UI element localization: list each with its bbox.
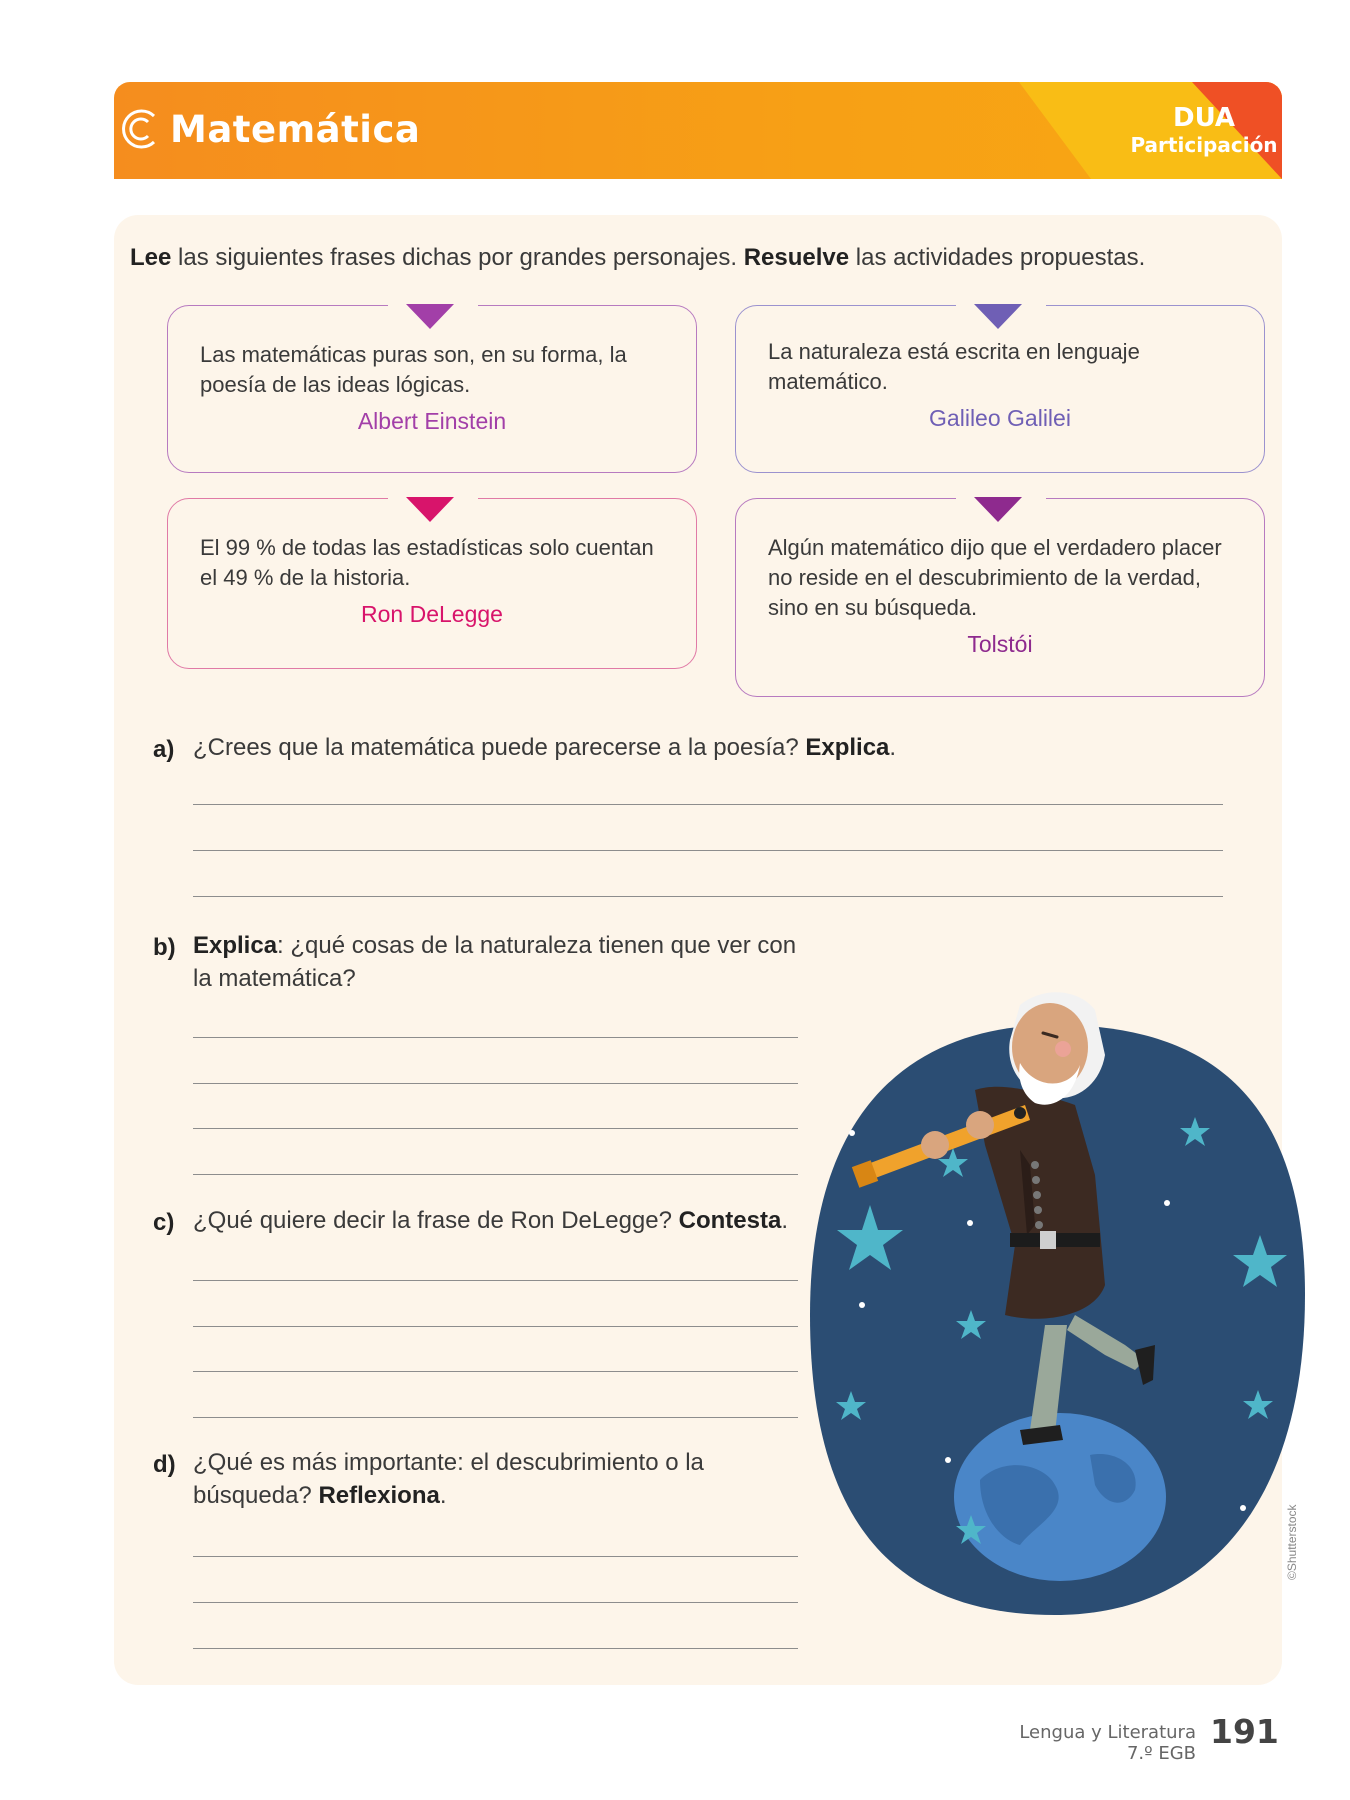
quote-author: Ron DeLegge bbox=[361, 601, 503, 627]
instruction-verb-solve: Resuelve bbox=[743, 244, 850, 271]
answer-line[interactable] bbox=[193, 1174, 798, 1175]
question-label: a) bbox=[153, 736, 175, 763]
quote-text: El 99 % de todas las estadísticas solo cuentan el 49 % de la historia. bbox=[200, 535, 654, 590]
galileo-illustration bbox=[805, 985, 1305, 1635]
footer-subject bbox=[1019, 1722, 1196, 1764]
answer-line[interactable] bbox=[193, 1037, 798, 1038]
quote-text: Las matemáticas puras son, en su forma, la poesía de las ideas lógicas. bbox=[200, 342, 627, 397]
quote-text: La naturaleza está escrita en lenguaje matemático. bbox=[768, 339, 1140, 394]
question-d-text: ¿Qué es más importante: el descubrimiento o la búsqueda? Reflexiona. bbox=[193, 1449, 704, 1509]
quote-card-delegge bbox=[167, 498, 697, 669]
answer-line[interactable] bbox=[193, 850, 1223, 851]
section-logo-icon bbox=[116, 104, 166, 154]
quote-author: Galileo Galilei bbox=[929, 405, 1071, 431]
quote-author: Tolstói bbox=[967, 631, 1033, 657]
instruction-part: las siguientes frases dichas por grandes personajes. bbox=[171, 244, 744, 271]
image-credit: ©Shutterstock bbox=[1285, 1504, 1299, 1580]
question-b-text: Explica: ¿qué cosas de la naturaleza tienen que ver con la matemática? bbox=[193, 932, 797, 992]
triangle-marker-icon bbox=[974, 497, 1022, 522]
instruction-part: las actividades propuestas. bbox=[849, 244, 1146, 271]
quote-card-galilei bbox=[735, 305, 1265, 473]
section-header bbox=[114, 82, 1282, 179]
dua-badge-subtitle: Participación bbox=[1130, 133, 1278, 157]
question-c-text: ¿Qué quiere decir la frase de Ron DeLegge? Contesta. bbox=[193, 1207, 788, 1234]
footer-grade: 7.º EGB bbox=[1126, 1743, 1196, 1764]
instruction-text bbox=[130, 244, 1145, 272]
dua-badge-title: DUA bbox=[1172, 103, 1236, 133]
question-label: d) bbox=[153, 1451, 176, 1478]
dua-badge bbox=[1104, 104, 1282, 158]
answer-line[interactable] bbox=[193, 1602, 798, 1603]
answer-line[interactable] bbox=[193, 896, 1223, 897]
page-number: 191 bbox=[1210, 1712, 1279, 1751]
triangle-marker-icon bbox=[406, 304, 454, 329]
quote-card-tolstoi bbox=[735, 498, 1265, 697]
instruction-verb-read: Lee bbox=[130, 244, 172, 271]
answer-line[interactable] bbox=[193, 1648, 798, 1649]
answer-line[interactable] bbox=[193, 1083, 798, 1084]
quote-author: Albert Einstein bbox=[357, 408, 507, 434]
footer-subject-name: Lengua y Literatura bbox=[1019, 1722, 1196, 1743]
triangle-marker-icon bbox=[406, 497, 454, 522]
quote-card-einstein bbox=[167, 305, 697, 473]
answer-line[interactable] bbox=[193, 1417, 798, 1418]
question-a-text: ¿Crees que la matemática puede parecerse a la poesía? Explica. bbox=[193, 734, 897, 761]
answer-line[interactable] bbox=[193, 1371, 798, 1372]
section-title: Matemática bbox=[170, 108, 421, 151]
answer-line[interactable] bbox=[193, 804, 1223, 805]
question-label: b) bbox=[153, 934, 176, 961]
question-label: c) bbox=[153, 1209, 175, 1236]
triangle-marker-icon bbox=[974, 304, 1022, 329]
quote-text: Algún matemático dijo que el verdadero placer no reside en el descubrimiento de la verdad, sino en su búsqueda. bbox=[768, 535, 1222, 620]
answer-line[interactable] bbox=[193, 1326, 798, 1327]
answer-line[interactable] bbox=[193, 1556, 798, 1557]
answer-line[interactable] bbox=[193, 1128, 798, 1129]
answer-line[interactable] bbox=[193, 1280, 798, 1281]
